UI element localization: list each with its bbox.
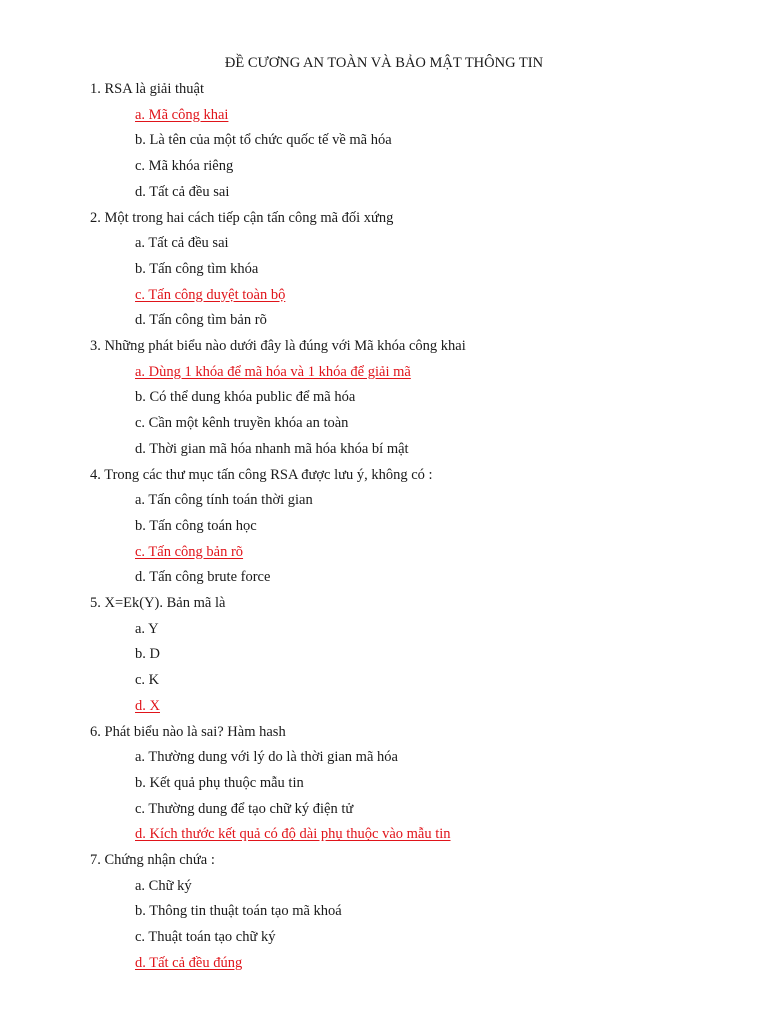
question-7-option-a: a. Chữ ký: [135, 877, 192, 894]
question-2-option-b: b. Tấn công tìm khóa: [135, 260, 259, 277]
question-3-option-a-correct: a. Dùng 1 khóa để mã hóa và 1 khóa để giải mã: [135, 363, 411, 380]
question-3-option-c: c. Cần một kênh truyền khóa an toàn: [135, 415, 349, 432]
question-4-option-c-correct: c. Tấn công bản rõ: [135, 543, 244, 560]
question-4-option-a: a. Tấn công tính toán thời gian: [135, 492, 313, 509]
question-1-text: 1. RSA là giải thuật: [90, 81, 204, 97]
question-5-option-c: c. K: [135, 672, 160, 689]
question-2-text: 2. Một trong hai cách tiếp cận tấn công mã đối xứng: [90, 209, 394, 226]
question-1-option-b: b. Là tên của một tổ chức quốc tế về mã hóa: [135, 132, 392, 149]
question-5-option-b: b. D: [135, 646, 160, 663]
question-4-text: 4. Trong các thư mục tấn công RSA được lưu ý, không có :: [90, 466, 433, 483]
question-5-text: 5. X=Ek(Y). Bản mã là: [90, 595, 226, 611]
question-2-option-d: d. Tấn công tìm bản rõ: [135, 312, 267, 329]
question-1-option-a-correct: a. Mã công khai: [135, 106, 229, 123]
question-4-option-d: d. Tấn công brute force: [135, 569, 271, 586]
question-1-option-d: d. Tất cả đều sai: [135, 183, 230, 200]
question-3-option-d: d. Thời gian mã hóa nhanh mã hóa khóa bí mật: [135, 440, 409, 457]
question-7-option-d-correct: d. Tất cả đều đúng: [135, 954, 243, 971]
document-title: ĐỀ CƯƠNG AN TOÀN VÀ BẢO MẬT THÔNG TIN: [224, 55, 544, 71]
question-1-option-c: c. Mã khóa riêng: [135, 158, 234, 175]
question-5-option-a: a. Y: [135, 620, 159, 637]
question-2-option-c-correct: c. Tấn công duyệt toàn bộ: [135, 286, 286, 303]
question-4-option-b: b. Tấn công toán học: [135, 517, 257, 534]
question-6-option-c: c. Thường dung để tạo chữ ký điện tử: [135, 800, 354, 817]
question-2-option-a: a. Tất cả đều sai: [135, 235, 229, 252]
question-5-option-d-correct: d. X: [135, 697, 160, 714]
question-6-text: 6. Phát biểu nào là sai? Hàm hash: [90, 723, 286, 740]
question-6-option-d-correct: d. Kích thước kết quả có độ dài phụ thuộc vào mẫu tin: [135, 826, 451, 843]
question-6-option-a: a. Thường dung với lý do là thời gian mã hóa: [135, 749, 398, 766]
question-7-option-b: b. Thông tin thuật toán tạo mã khoá: [135, 903, 342, 920]
question-3-text: 3. Những phát biểu nào dưới đây là đúng với Mã khóa công khai: [90, 338, 466, 354]
question-7-option-c: c. Thuật toán tạo chữ ký: [135, 929, 276, 946]
question-6-option-b: b. Kết quả phụ thuộc mẫu tin: [135, 774, 304, 791]
question-7-text: 7. Chứng nhận chứa :: [90, 852, 215, 868]
question-3-option-b: b. Có thể dung khóa public để mã hóa: [135, 389, 356, 406]
